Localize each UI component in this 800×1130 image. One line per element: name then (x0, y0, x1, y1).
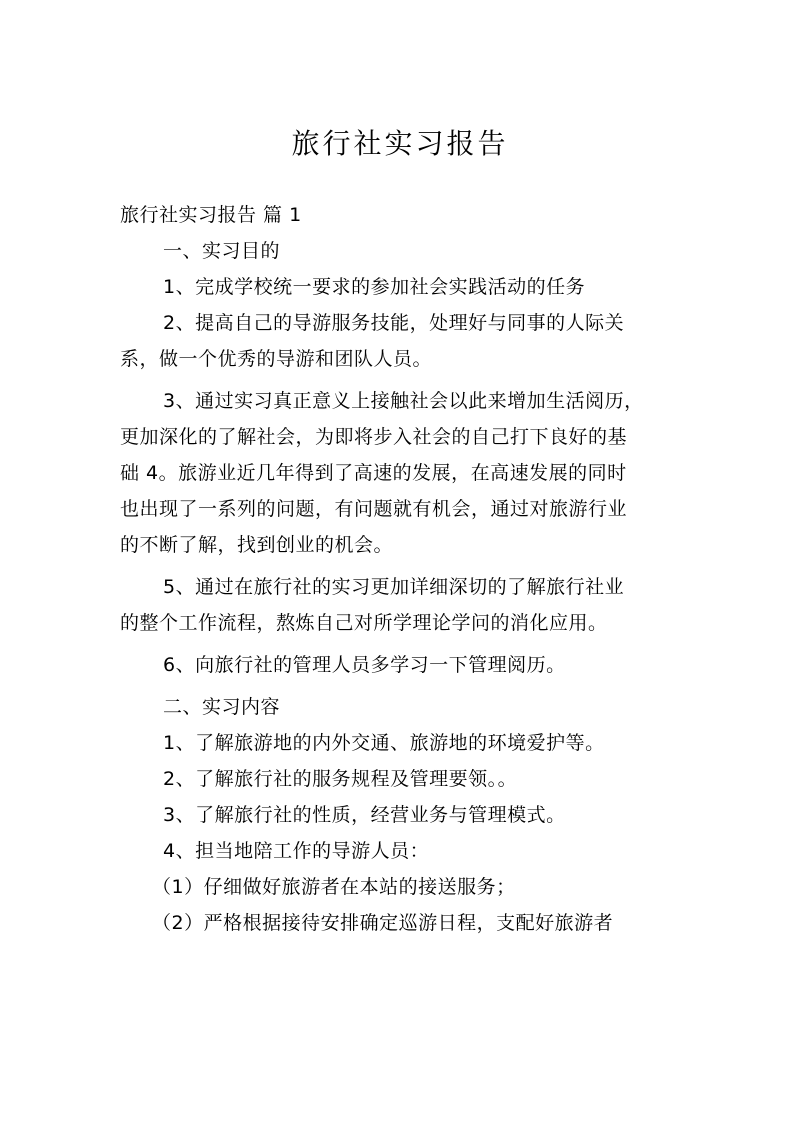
list-item: （2）严格根据接待安排确定巡游日程，支配好旅游者 (152, 912, 614, 934)
paragraph-line: 1、了解旅游地的内外交通、旅游地的环境爱护等。 (163, 732, 605, 754)
paragraph-line: 5、通过在旅行社的实习更加详细深切的了解旅行社业 (163, 576, 625, 598)
paragraph-line: 更加深化的了解社会，为即将步入社会的自己打下良好的基 (120, 426, 628, 448)
paragraph-line: 3、通过实习真正意义上接触社会以此来增加生活阅历， (163, 390, 644, 412)
paragraph-line: 也出现了一系列的问题，有问题就有机会，通过对旅游行业 (120, 498, 628, 520)
paragraph-line: 4、担当地陪工作的导游人员： (163, 840, 430, 862)
paragraph-line: 2、提高自己的导游服务技能，处理好与同事的人际关 (163, 312, 625, 334)
paragraph-line: 础 4。旅游业近几年得到了高速的发展，在高速发展的同时 (120, 462, 627, 484)
paragraph-line: 系，做一个优秀的导游和团队人员。 (120, 348, 433, 370)
list-item: （1）仔细做好旅游者在本站的接送服务； (152, 876, 516, 898)
paragraph-line: 1、完成学校统一要求的参加社会实践活动的任务 (163, 276, 586, 298)
subsection-heading: 一、实习目的 (163, 240, 281, 262)
document-body (120, 197, 685, 941)
paragraph-line: 3、了解旅行社的性质，经营业务与管理模式。 (163, 804, 566, 826)
paragraph-line: 的整个工作流程，熬炼自己对所学理论学问的消化应用。 (120, 612, 608, 634)
subsection-heading: 二、实习内容 (163, 696, 281, 718)
paragraph-line: 6、向旅行社的管理人员多学习一下管理阅历。 (163, 654, 566, 676)
section-heading: 旅行社实习报告 篇 1 (120, 204, 302, 226)
paragraph-line: 的不断了解，找到创业的机会。 (120, 534, 394, 556)
document-title: 旅行社实习报告 (291, 127, 509, 160)
paragraph-line: 2、了解旅行社的服务规程及管理要领。。 (163, 768, 518, 790)
